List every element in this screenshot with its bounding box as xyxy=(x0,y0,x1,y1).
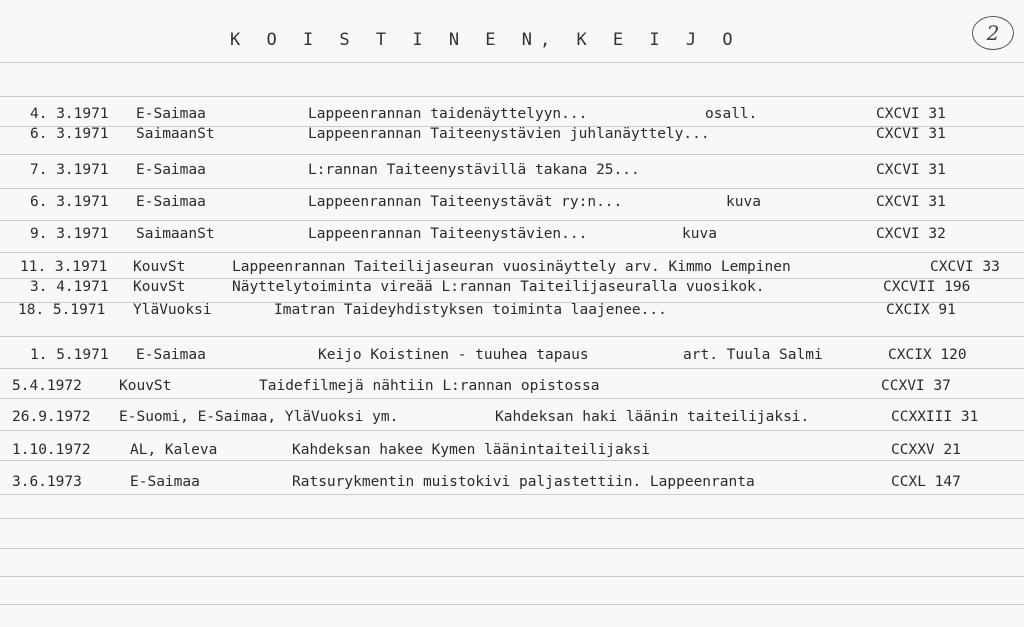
ruled-line xyxy=(0,548,1024,549)
ruled-line xyxy=(0,368,1024,369)
entry-source: E-Saimaa xyxy=(136,106,206,122)
entry-source: SaimaanSt xyxy=(136,126,215,142)
entry-source: E-Saimaa xyxy=(130,474,200,490)
entry-source: AL, Kaleva xyxy=(130,442,218,458)
entry-headline: Taidefilmejä nähtiin L:rannan opistossa xyxy=(259,378,600,394)
entry-headline: Lappeenrannan Taiteenystävät ry:n... xyxy=(308,194,623,210)
entry-ref: CXCVI 31 xyxy=(876,106,946,122)
entry-row xyxy=(0,104,1024,126)
entry-date: 6. 3.1971 xyxy=(30,126,109,142)
entry-date: 9. 3.1971 xyxy=(30,226,109,242)
entry-headline: L:rannan Taiteenystävillä takana 25... xyxy=(308,162,640,178)
entry-ref: CXCVI 32 xyxy=(876,226,946,242)
entry-source: E-Saimaa xyxy=(136,347,206,363)
ruled-line xyxy=(0,430,1024,431)
ruled-line xyxy=(0,220,1024,221)
ruled-line xyxy=(0,604,1024,605)
entry-row xyxy=(0,277,1024,299)
entry-headline: Näyttelytoiminta vireää L:rannan Taiteilijaseuralla vuosikok. xyxy=(232,279,765,295)
ruled-line xyxy=(0,398,1024,399)
card-title: K O I S T I N E N, K E I J O xyxy=(230,30,741,50)
entry-headline: Kahdeksan haki läänin taiteilijaksi. xyxy=(495,409,810,425)
entry-note: kuva xyxy=(726,194,761,210)
entry-ref: CXCVI 31 xyxy=(876,162,946,178)
entry-headline: Lappeenrannan Taiteenystävien juhlanäyttely... xyxy=(308,126,710,142)
ruled-line xyxy=(0,494,1024,495)
ruled-line xyxy=(0,154,1024,155)
entry-source: YläVuoksi xyxy=(133,302,212,318)
entry-date: 1. 5.1971 xyxy=(30,347,109,363)
entry-note: art. Tuula Salmi xyxy=(683,347,823,363)
entry-ref: CCXVI 37 xyxy=(881,378,951,394)
entry-source: E-Suomi, E-Saimaa, YläVuoksi ym. xyxy=(119,409,399,425)
entry-ref: CCXXV 21 xyxy=(891,442,961,458)
entry-source: KouvSt xyxy=(119,378,172,394)
entry-row xyxy=(0,192,1024,214)
entry-date: 11. 3.1971 xyxy=(20,259,108,275)
entry-headline: Ratsurykmentin muistokivi paljastettiin. Lappeenranta xyxy=(292,474,755,490)
entry-headline: Kahdeksan hakee Kymen läänintaiteilijaksi xyxy=(292,442,650,458)
entry-row xyxy=(0,257,1024,279)
entry-ref: CCXXIII 31 xyxy=(891,409,979,425)
entry-note: kuva xyxy=(682,226,717,242)
entry-headline: Imatran Taideyhdistyksen toiminta laajenee... xyxy=(274,302,667,318)
entry-row xyxy=(0,300,1024,322)
entry-source: E-Saimaa xyxy=(136,194,206,210)
entry-row xyxy=(0,376,1024,398)
entry-row xyxy=(0,407,1024,429)
entry-date: 4. 3.1971 xyxy=(30,106,109,122)
entry-row xyxy=(0,224,1024,246)
entry-date: 1.10.1972 xyxy=(12,442,91,458)
entry-source: KouvSt xyxy=(133,259,186,275)
ruled-line xyxy=(0,518,1024,519)
entry-note: osall. xyxy=(705,106,758,122)
entry-row xyxy=(0,440,1024,462)
entry-date: 5.4.1972 xyxy=(12,378,82,394)
ruled-line xyxy=(0,576,1024,577)
entry-headline: Lappeenrannan Taiteilijaseuran vuosinäyttely arv. Kimmo Lempinen xyxy=(232,259,791,275)
entry-row xyxy=(0,472,1024,494)
entry-source: SaimaanSt xyxy=(136,226,215,242)
entry-date: 7. 3.1971 xyxy=(30,162,109,178)
entry-ref: CCXL 147 xyxy=(891,474,961,490)
entry-row xyxy=(0,160,1024,182)
ruled-line xyxy=(0,188,1024,189)
entry-row xyxy=(0,124,1024,146)
page-number: 2 xyxy=(972,16,1014,50)
entry-headline: Lappeenrannan Taiteenystävien... xyxy=(308,226,588,242)
entry-ref: CXCVI 31 xyxy=(876,194,946,210)
entry-headline: Keijo Koistinen - tuuhea tapaus xyxy=(318,347,589,363)
entry-date: 18. 5.1971 xyxy=(18,302,106,318)
entry-ref: CXCIX 91 xyxy=(886,302,956,318)
entry-headline: Lappeenrannan taidenäyttelyyn... xyxy=(308,106,588,122)
ruled-line xyxy=(0,96,1024,97)
entry-ref: CXCVI 31 xyxy=(876,126,946,142)
entry-ref: CXCVI 33 xyxy=(930,259,1000,275)
entry-date: 3.6.1973 xyxy=(12,474,82,490)
entry-date: 26.9.1972 xyxy=(12,409,91,425)
entry-date: 6. 3.1971 xyxy=(30,194,109,210)
ruled-line xyxy=(0,252,1024,253)
ruled-line xyxy=(0,62,1024,63)
entry-ref: CXCIX 120 xyxy=(888,347,967,363)
entry-row xyxy=(0,345,1024,367)
entry-source: E-Saimaa xyxy=(136,162,206,178)
entry-date: 3. 4.1971 xyxy=(30,279,109,295)
ruled-line xyxy=(0,336,1024,337)
entry-source: KouvSt xyxy=(133,279,186,295)
entry-ref: CXCVII 196 xyxy=(883,279,971,295)
